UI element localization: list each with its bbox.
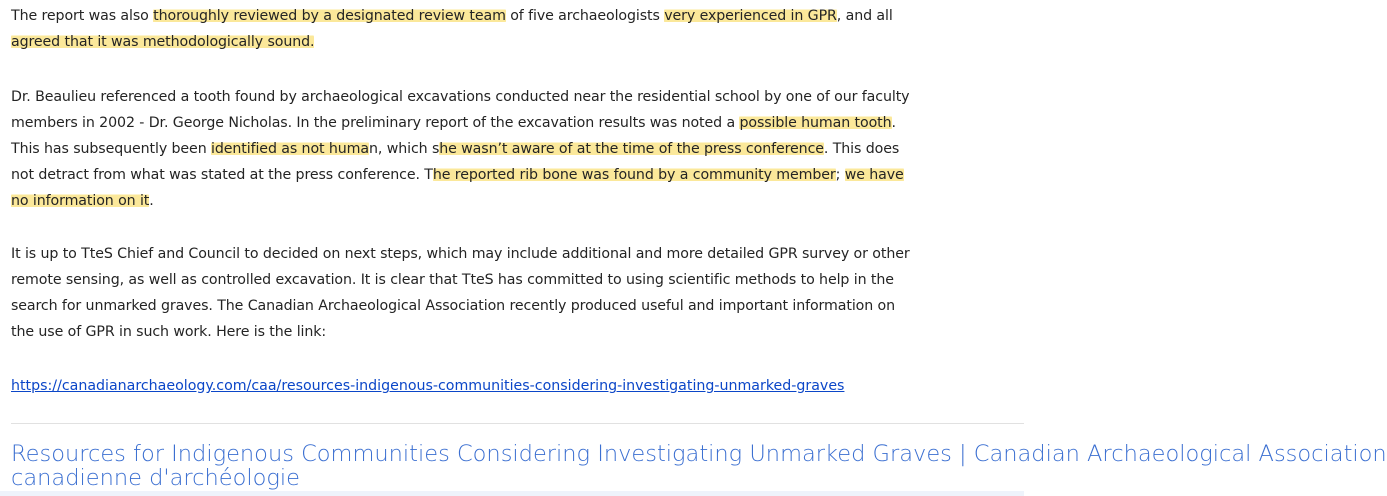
text-line [11, 3, 1011, 29]
highlighted-text: he reported rib bone was found by a community member [432, 167, 836, 183]
link-preview-title[interactable]: Resources for Indigenous Communities Considering Investigating Unmarked Graves | Canadian Archaeological Association [11, 441, 1387, 467]
text-line [11, 188, 1011, 214]
highlighted-text: he wasn’t aware of at the time of the press conference [439, 141, 824, 157]
text-line [11, 136, 1011, 162]
text-line [11, 162, 1011, 188]
text-run: n, which s [369, 141, 440, 157]
paragraph-tooth [11, 84, 1011, 214]
text-run: . [891, 115, 896, 131]
text-run: , and all [836, 8, 893, 24]
text-run: the use of GPR in such work. Here is the link: [11, 324, 327, 340]
text-run: . This does [823, 141, 900, 157]
highlighted-text: no information on it [11, 193, 150, 209]
text-run: . [149, 193, 154, 209]
caa-resource-link[interactable]: https://canadianarchaeology.com/caa/resources-indigenous-communities-considering-investigating-unmarked-graves [11, 378, 845, 394]
text-line [11, 319, 1011, 345]
highlighted-text: agreed that it was methodologically sound. [11, 34, 315, 50]
highlighted-text: thoroughly reviewed by a designated review team [153, 8, 506, 24]
link-preview-title-continued[interactable]: canadienne d'archéologie [11, 465, 300, 491]
highlighted-text: identified as not huma [211, 141, 369, 157]
text-run: of five archaeologists [505, 8, 665, 24]
text-run: Dr. Beaulieu referenced a tooth found by archaeological excavations conducted near the residential school by one of our faculty [11, 89, 910, 105]
text-line [11, 293, 1011, 319]
text-run: members in 2002 - Dr. George Nicholas. In the preliminary report of the excavation results was noted a [11, 115, 740, 131]
link-preview-card[interactable] [11, 441, 1387, 491]
paragraph-review [11, 3, 1011, 55]
text-run: search for unmarked graves. The Canadian Archaeological Association recently produced useful and important information on [11, 298, 896, 314]
text-run: This has subsequently been [11, 141, 211, 157]
highlighted-text: possible human tooth [739, 115, 892, 131]
preview-footer-strip [0, 491, 1024, 496]
text-run: remote sensing, as well as controlled excavation. It is clear that TteS has committed to using scientific methods to help in the [11, 272, 894, 288]
text-run: not detract from what was stated at the press conference. T [11, 167, 433, 183]
highlighted-text: very experienced in GPR [664, 8, 837, 24]
text-run: It is up to TteS Chief and Council to decided on next steps, which may include additional and more detailed GPR survey or other [11, 246, 910, 262]
text-run: ; [835, 167, 845, 183]
text-line [11, 241, 1011, 267]
text-line [11, 84, 1011, 110]
highlighted-text: we have [844, 167, 904, 183]
paragraph-next-steps [11, 241, 1011, 345]
text-line [11, 29, 1011, 55]
text-run: The report was also [11, 8, 154, 24]
divider [11, 423, 1024, 424]
text-line [11, 267, 1011, 293]
text-line [11, 110, 1011, 136]
